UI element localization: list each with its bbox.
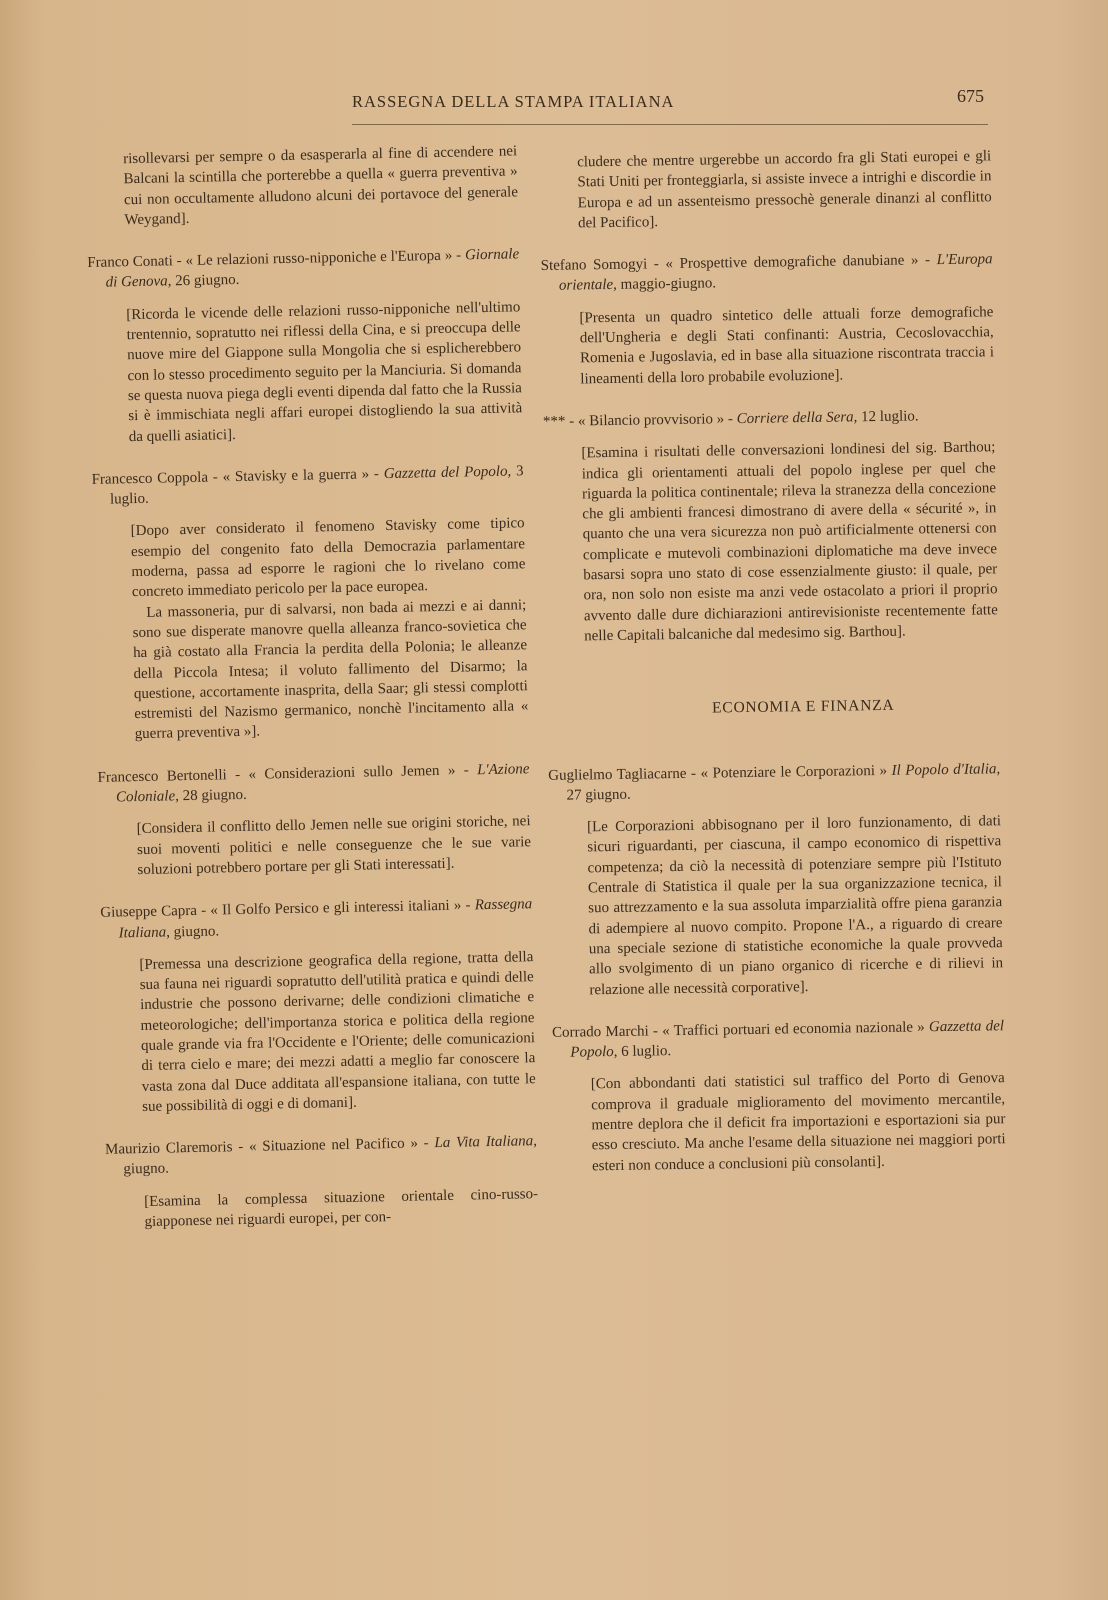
summary-paragraph: [Dopo aver considerato il fenomeno Stavisky come tipico esempio del congenito fato della Democrazia parlamentare moderna, passa ad esporre le ragioni che lo rivelano come concreto immediato pericolo per la pace europea. <box>130 515 526 601</box>
summary <box>591 1069 1006 1177</box>
source-name: La Vita Italiana, <box>434 1133 538 1152</box>
date: 26 giugno. <box>171 272 240 290</box>
citation <box>541 249 994 296</box>
date: 6 luglio. <box>617 1043 672 1061</box>
continuation-text: cludere che mentre urgerebbe un accordo fra gli Stati europei e gli Stati Uniti per fronteggiarla, si assiste invece a intrighi e discordie in Europa e ad un assenteismo pressochè generale dinanzi al conflitto del Pacifico]. <box>577 148 992 232</box>
summary-paragraph: [Presenta un quadro sintetico delle attuali forze demografiche dell'Ungheria e degli Stati confinanti: Austria, Cecoslovacchia, Romenia e Jugoslavia, ed in base alla situazione riscontrata traccia i lineamenti della loro probabile evoluzione]. <box>579 304 995 388</box>
review-entry <box>543 405 998 647</box>
source-name: Gazzetta del Popolo, <box>570 1017 1005 1061</box>
citation <box>100 894 533 943</box>
citation <box>97 759 530 808</box>
review-entry <box>548 759 1003 1001</box>
author-title: Franco Conati - « Le relazioni russo-nipponiche e l'Europa » - <box>87 247 466 272</box>
summary <box>587 811 1004 1000</box>
summary-paragraph: [Ricorda le vicende delle relazioni russo-nipponiche nell'ultimo trentennio, sopratutto nei riflessi della Cina, e si preoccupa delle nuove mire del Giappone sulla Mongolia che si esplicherebbero con lo stesso procedimento seguito per la Manciuria. Si domanda se questa nuova piega degli eventi dipenda dal fatto che la Russia si è immischiata negli affari europei distogliendo la sua attività da quelli asiatici]. <box>126 299 523 445</box>
summary-paragraph: [Le Corporazioni abbisognano per il loro funzionamento, di dati sicuri riguardanti, per ciascuna, il campo economico di rispettiva competenza; da ciò la necessità di potenziare sempre più l'Istituto Centrale di Statistica il quale per la sua organizzazione tecnica, il suo attrezzamento e la sua assoluta imparzialità offre piena garanzia di adempiere al nuovo compito. Propone l'A., a riguardo di creare una speciale sezione di statistiche economiche la quale provveda allo svolgimento di un piano organico di ricerche e di rilievi in relazione alle necessità corporative]. <box>586 813 1004 998</box>
citation <box>548 759 1001 806</box>
running-title: RASSEGNA DELLA STAMPA ITALIANA <box>352 92 675 111</box>
review-entry <box>541 249 995 389</box>
summary-paragraph: [Considera il conflitto dello Jemen nelle sue origini storiche, nei suoi moventi politici e nelle conseguenze che le sue varie soluzioni potrebbero portare per gli Stati interessati]. <box>136 813 532 878</box>
date: 27 giugno. <box>566 786 631 804</box>
date: giugno. <box>169 922 220 940</box>
summary <box>136 812 531 881</box>
date: 3 luglio. <box>109 463 524 508</box>
citation <box>91 461 524 510</box>
summary-paragraph: [Esamina la complessa situazione orientale cino-russo-giapponese nei riguardi europei, per con- <box>143 1185 539 1231</box>
author-title: Guglielmo Tagliacarne - « Potenziare le Corporazioni » <box>548 762 892 784</box>
source-name: Il Popolo d'Italia, <box>891 760 1001 779</box>
summary-paragraph: La massoneria, pur di salvarsi, non bada ai mezzi e ai danni; sono sue disperate manovre quella alleanza franco-sovietica che ha già costato alla Francia la perdita della Polonia; le alleanze della Piccola Intesa; il voluto fallimento del Disarmo; la questione, accortamente inasprita, della Saar; gli stessi complotti estremisti del Nazismo germanico, nonchè l'incitamento alla « guerra preventiva »]. <box>132 596 529 743</box>
review-entry <box>91 461 528 745</box>
review-entry <box>105 1131 539 1233</box>
summary-paragraph: [Esamina i risultati delle conversazioni londinesi del sig. Barthou; indica gli orientamenti attuali del popolo inglese per quel che riguarda la politica continentale; rileva la stranezza della concezione che gli ambienti francesi dimostrano di avere della « sécurité », in quanto che una vera sicurezza non può artificialmente ottenersi con complicate e mutevoli combinazioni diplomatiche ma deve invece basarsi sopra uno stato di cose essenzialmente giusto: il quale, per ora, non solo non esiste ma anzi vede ostacolato a priori il proprio avvento dalle dure dichiarazioni antirevisioniste recentemente fatte nelle Capitali balcaniche dal medesimo sig. Barthou]. <box>581 439 998 645</box>
right-column <box>539 146 1006 1198</box>
source-name: Rassegna Italiana, <box>118 896 533 941</box>
date: maggio-giugno. <box>616 275 717 294</box>
source-name: Corriere della Sera, <box>736 409 858 428</box>
continuation-text: risollevarsi per sempre o da esasperarla al fine di accendere nei Balcani la scintilla che porterebbe a quella « guerra preventiva » cui non occultamente alludono alcuni dei portavoce del generale Weygand]. <box>123 143 519 229</box>
review-entry <box>100 894 536 1118</box>
review-entry <box>87 244 523 447</box>
date: 28 giugno. <box>178 786 247 805</box>
source-name: Gazzetta del Popolo, <box>383 463 512 482</box>
author-title: Maurizio Claremoris - « Situazione nel Pacifico » - <box>104 1135 435 1158</box>
summary <box>581 438 998 647</box>
citation <box>552 1016 1005 1063</box>
section-heading: ECONOMIA E FINANZA <box>711 697 895 717</box>
citation <box>87 244 520 293</box>
author-title: Stefano Somogyi - « Prospettive demografiche danubiane » - <box>540 252 937 275</box>
date: 12 luglio. <box>857 408 919 426</box>
citation <box>105 1131 538 1180</box>
author-title: Corrado Marchi - « Traffici portuari ed economia nazionale » <box>551 1019 930 1041</box>
header-rule <box>352 124 988 125</box>
summary <box>130 514 528 745</box>
review-entry <box>97 759 531 881</box>
summary <box>579 302 994 389</box>
summary <box>126 297 523 447</box>
author-title: Francesco Bertonelli - « Considerazioni sullo Jemen » - <box>97 761 478 786</box>
left-column <box>85 141 539 1255</box>
summary-paragraph: [Con abbondanti dati statistici sul traffico del Porto di Genova comprova il graduale miglioramento del movimento mercantile, mentre deplora che il deficit fra importazioni e esportazioni sia pur esso cresciuto. Ma anche l'esame della situazione nei maggiori porti esteri non conduce a conclusioni più consolanti]. <box>590 1070 1006 1174</box>
summary <box>139 947 536 1117</box>
review-entry <box>552 1016 1006 1177</box>
page-number: 675 <box>957 86 984 106</box>
date: giugno. <box>123 1160 170 1178</box>
author-title: *** - « Bilancio provvisorio » - <box>542 411 737 430</box>
citation <box>543 405 995 432</box>
author-title: Francesco Coppola - « Stavisky e la guerra » - <box>91 465 384 488</box>
source-name: L'Europa orientale, <box>558 251 993 295</box>
source-name: Giornale di Genova, <box>105 246 520 292</box>
source-name: L'Azione Coloniale, <box>115 760 530 806</box>
summary <box>144 1184 539 1232</box>
summary-paragraph: [Premessa una descrizione geografica della regione, tratta della sua fauna nei riguardi sopratutto dell'utilità pratica e quindi delle industrie che possono derivarne; delle condizioni climatiche e meteorologiche; dell'importanza storica e politica della regione quale grande via fra l'Occidente e l'Oriente; delle comunicazioni di terra cielo e mare; dei mezzi adatti a meglio far conoscere la vasta zona dal Duce additata all'espansione italiana, con tutte le sue possibilità di oggi e di domani]. <box>139 948 536 1115</box>
author-title: Giuseppe Capra - « Il Golfo Persico e gli interessi italiani » - <box>100 897 475 922</box>
